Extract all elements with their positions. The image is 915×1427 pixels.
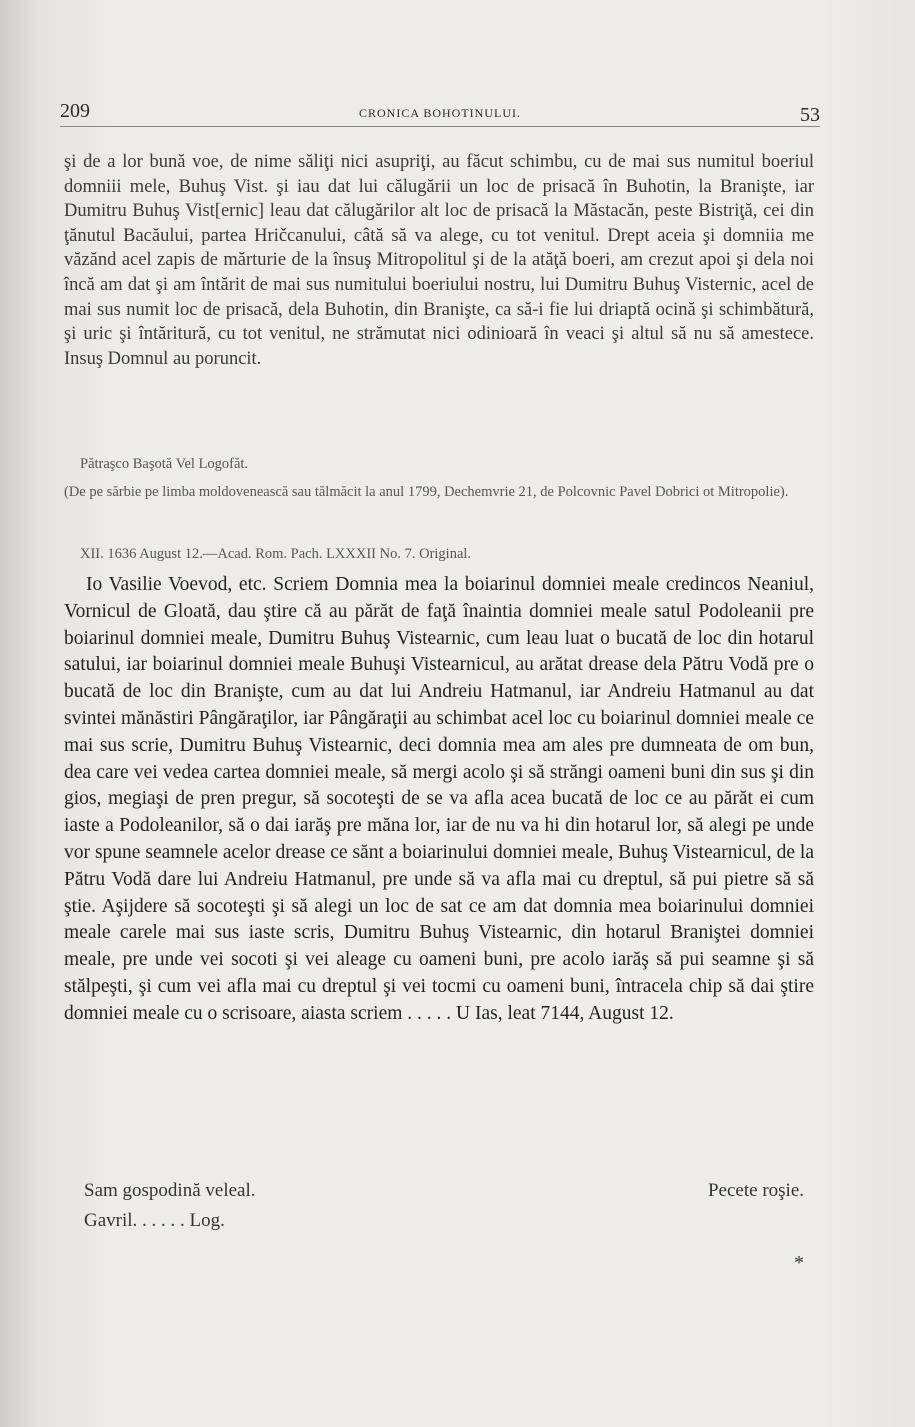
document-body: Io Vasilie Voevod, etc. Scriem Domnia mea la boiarinul domniei meale credincos Neaniul, Vornicul de Gloată, dau ştire că au părăt de faţă înaintia domniei meale satul Podoleanii pre boiarinul domniei meale, Dumitru Buhuş Vistearnic, cum leau luat o bucată de loc din hotarul satului, iar boiarinul domniei meale Buhuşi Vistearnicul, au arătat drease dela Pătru Vodă pre o bucată de loc din Branişte, cum au dat lui Andreiu Hatmanul, iar Andreiu Hatmanul au dat svintei mănăstiri Pângăraţilor, iar Pângăraţii au schimbat acel loc cu boiarinul domniei meale ce mai sus scrie, Dumitru Buhuş Vistearnic, deci domnia mea am ales pre dumneata de om bun, dea care vei vedea cartea domniei meale, să mergi acolo şi să străngi oameni buni din sus şi din gios, megiaşi de pren pregur, să socoteşti de se va afla acea bucată de loc ce au părăt ei cum iaste a Podoleanilor, să o dai iarăş pre măna lor, iar de nu va hi din hotarul lor, să alegi pe unde vor spune seamnele acelor drease ce sănt a boiarinului domniei meale, Buhuş Vistearnicul, de la Pătru Vodă dare lui Andreiu Hatmanul, pre unde să va afla mai cu dreptul, să pui pietre să să ştie. Aşijdere să socoteşti şi să alegi un loc de sat ce am dat domnia mea boiarinului domniei meale carele mai sus iaste scris, Dumitru Buhuş Vistearnic, din hotarul Braniştei domniei meale, pre unde vei socoti şi vei aleage cu oameni buni, pre acolo iarăş să pui seamne şi să stălpeşti, şi cum vei afla mai cu dreptul şi vei tocmi cu oameni buni, întracela chip să dai ştire domniei meale cu o scrisoare, aiasta scriem . . . . . U Ias, leat 7144, August 12. xyxy=(64,574,814,1024)
signature-gavril: Gavril. . . . . . Log. xyxy=(84,1210,225,1231)
paragraph-continued: şi de a lor bună voe, de nime săliţi nici asupriţi, au făcut schimbu, cu de mai sus numitul boeriul domniii mele, Buhuş Vist. şi iau dat lui călugării un loc de prisacă în Buhotin, la Branişte, iar Dumitru Buhuş Vist[ernic] leau dat călugărilor alt loc de prisacă la Măstacăn, peste Bistriţă, cei din ţănutul Bacăului, partea Hričcanului, câtă să va alege, cu tot venitul. Drept aceia şi domniia me văzănd acel zapis de mărturie de la însuş Mitropolitul şi de la atăţă boeri, am crezut apoi şi dela noi încă am dat şi am întărit de mai sus numitului boeriului nostru, lui Dumitru Buhuş Visternic, acel de mai sus numit loc de prisacă, dela Buhotin, din Branişte, ca să-i fie lui driaptă ocină şi schimbătură, şi uric şi întăritură, cu tot venitul, ne strămutat nici odinioară în veaci şi altul să nu să amestece. Insuş Domnul au poruncit. xyxy=(64,152,814,369)
translation-note: (De pe sărbie pe limba moldovenească sau tălmăcit la anul 1799, Dechemvrie 21, de Polcovnic Pavel Dobrici ot Mitropolie). xyxy=(64,484,789,500)
page-number-right: 53 xyxy=(800,104,820,126)
closing-line-1 xyxy=(84,1180,804,1202)
page-number-left: 209 xyxy=(60,100,90,122)
seal-note: Pecete roşie. xyxy=(707,1180,804,1201)
closing-formula: Sam gospodină veleal. xyxy=(84,1180,256,1201)
document-heading: XII. 1636 August 12.—Acad. Rom. Pach. LXXXII No. 7. Original. xyxy=(80,546,472,562)
signature-logofat: Pătraşco Başotă Vel Logofăt. xyxy=(80,456,249,472)
asterisk-mark: * xyxy=(794,1252,804,1274)
running-title: CRONICA BOHOTINULUI. xyxy=(359,106,521,120)
header-rule xyxy=(60,126,820,127)
closing-line-2 xyxy=(84,1210,804,1232)
